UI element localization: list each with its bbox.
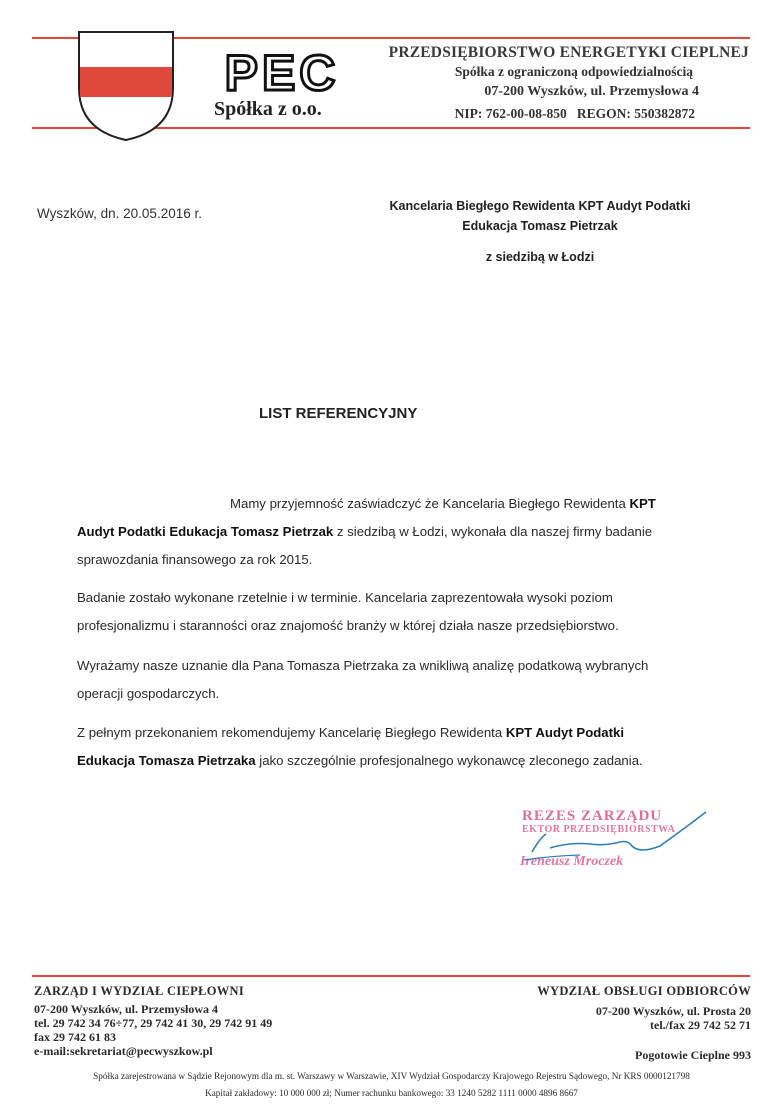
p4-bold-a: KPT Audyt Podatki [505,725,625,740]
company-address: 07-200 Wyszków, ul. Przemysłowa 4 [484,84,699,99]
place-date: Wyszków, dn. 20.05.2016 r. [37,206,202,221]
p4-text-a: Z pełnym przekonaniem rekomendujemy Kancelarię Biegłego Rewidenta [77,725,506,740]
p1-text-b: z siedzibą w Łodzi, wykonała dla naszej firmy badanie [333,524,653,539]
company-type: Spółka z ograniczoną odpowiedzialnością [454,64,693,79]
pec-logo-text: PEC [224,45,340,101]
footer-right-block [596,1004,751,1062]
footer-left-email: e-mail:sekretariat@pecwyszkow.pl [34,1044,213,1058]
coat-of-arms-icon [77,30,175,142]
letter-title: LIST REFERENCYJNY [259,405,418,422]
footer-rule [32,975,750,977]
footer-left-fax: fax 29 742 61 83 [34,1030,116,1044]
stamp-line-3: Ireneusz Mroczek [520,854,624,869]
footer-capital: Kapitał zakładowy: 10 000 000 zł; Numer rachunku bankowego: 33 1240 5282 1111 0000 4896 8667 [205,1088,578,1098]
signature-icon [510,808,710,878]
p1-text-c: sprawozdania finansowego za rok 2015. [77,552,313,567]
paragraph-4 [77,719,697,775]
footer-left-title: ZARZĄD I WYDZIAŁ CIEPŁOWNI [34,984,245,998]
footer-right-phone: tel./fax 29 742 52 71 [650,1018,751,1032]
footer-left-block [34,1002,272,1058]
paragraph-2 [77,584,697,640]
p2-line-1: Badanie zostało wykonane rzetelnie i w terminie. Kancelaria zaprezentowała wysoki poziom [77,590,613,605]
footer-right-address: 07-200 Wyszków, ul. Prosta 20 [595,1004,751,1018]
footer-registry: Spółka zarejestrowana w Sądzie Rejonowym dla m. st. Warszawy w Warszawie, XIV Wydział Gospodarczy Krajowego Rejestru Sądowego, Nr KRS 0000121798 [93,1071,690,1081]
p3-line-1: Wyrażamy nasze uznanie dla Pana Tomasza Pietrzaka za wnikliwą analizę podatkową wybranych [77,658,649,673]
paragraph-3 [77,652,697,708]
p1-bold-b: Audyt Podatki Edukacja Tomasz Pietrzak [77,524,334,539]
p1-bold-a: KPT [629,496,656,511]
recipient-block [380,196,700,267]
recipient-line-2: Edukacja Tomasz Pietrzak [462,219,618,233]
footer-left-address: 07-200 Wyszków, ul. Przemysłowa 4 [34,1002,218,1016]
footer-legal [0,1068,783,1102]
recipient-line-1: Kancelaria Biegłego Rewidenta KPT Audyt Podatki [389,199,691,213]
company-ids: NIP: 762-00-08-850 REGON: 550382872 [454,106,695,121]
footer-right-emergency: Pogotowie Cieplne 993 [635,1048,751,1062]
stamp-signature [510,808,710,878]
paragraph-1 [77,490,697,574]
p4-bold-b: Edukacja Tomasza Pietrzaka [77,753,256,768]
pec-logo [214,45,350,101]
recipient-line-3: z siedzibą w Łodzi [485,250,595,264]
stamp-line-2: EKTOR PRZEDSIĘBIORSTWA [522,824,676,835]
p3-line-2: operacji gospodarczych. [77,686,220,701]
stamp-line-1: REZES ZARZĄDU [522,808,663,824]
pec-logo-subtitle: Spółka z o.o. [214,98,322,120]
company-name: PRZEDSIĘBIORSTWO ENERGETYKI CIEPLNEJ [388,44,749,61]
p1-text-a: Mamy przyjemność zaświadczyć że Kancelaria Biegłego Rewidenta [230,496,630,511]
p2-line-2: profesjonalizmu i staranności oraz znajomość branży w której działa nasze przedsiębiorstwo. [77,618,619,633]
footer-right-title: WYDZIAŁ OBSŁUGI ODBIORCÓW [537,984,751,998]
footer-left-phone: tel. 29 742 34 76÷77, 29 742 41 30, 29 742 91 49 [34,1016,273,1030]
p4-text-b: jako szczególnie profesjonalnego wykonawcę zleconego zadania. [255,753,643,768]
